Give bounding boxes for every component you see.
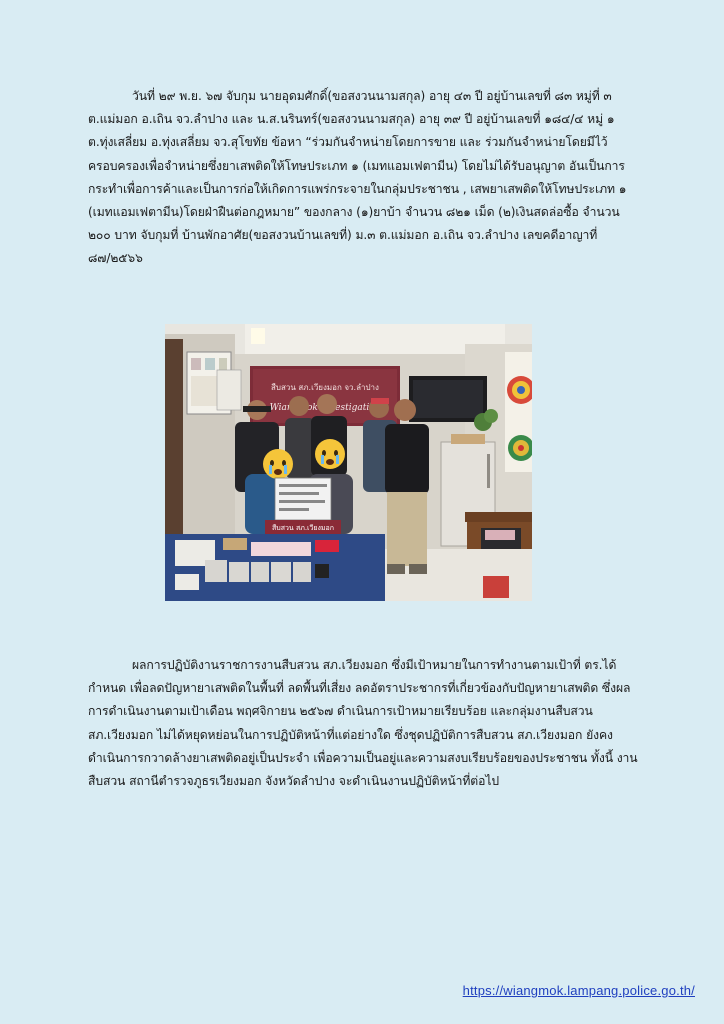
report-paragraph-arrest bbox=[88, 85, 640, 271]
paragraph-line: กระทำเพื่อการค้าและเป็นการก่อให้เกิดการแพร่กระจายในกลุ่มประชาชน , เสพยาเสพติดให้โทษประเภท ๑ bbox=[88, 181, 627, 196]
paragraph-line: สภ.เวียงมอก ไม่ได้หยุดหย่อนในการปฏิบัติหน้าที่แต่อย่างใด ซึ่งชุดปฏิบัติการสืบสวน สภ.เวียงมอก ยังคง bbox=[88, 727, 613, 742]
paragraph-line: ดำเนินการกวาดล้างยาเสพติดอยู่เป็นประจำ เพื่อความเป็นอยู่และความสงบเรียบร้อยของประชาชน ทั้งนี้ งาน bbox=[88, 750, 638, 765]
paragraph-line: (เมทแอมเฟตามีน)โดยฝ่าฝืนต่อกฎหมาย” ของกลาง (๑)ยาบ้า จำนวน ๘๒๑ เม็ด (๒)เงินสดล่อซื้อ จำนวน bbox=[88, 205, 620, 220]
paragraph-line: ต.แม่มอก อ.เถิน จว.ลำปาง และ น.ส.นรินทร์(ขอสงวนนามสกุล) อายุ ๓๙ ปี อยู่บ้านเลขที่ ๑๘๔/๔ หมู่ ๑ bbox=[88, 112, 615, 127]
paragraph-line: กำหนด เพื่อลดปัญหายาเสพติดในพื้นที่ ลดพื้นที่เสี่ยง ลดอัตราประชากรที่เกี่ยวข้องกับปัญหายาเสพติด ซึ่งผล bbox=[88, 681, 631, 696]
sign-text: สืบสวน สภ.เวียงมอก bbox=[272, 524, 334, 532]
paragraph-line: การดำเนินงานตามเป้าเดือน พฤศจิกายน ๒๕๖๗ ดำเนินการเป้าหมายเรียบร้อย และกลุ่มงานสืบสวน bbox=[88, 704, 593, 719]
banner-subtext: Investigation bbox=[320, 403, 381, 413]
arrest-photo bbox=[165, 324, 532, 601]
paragraph-line: ๒๐๐ บาท จับกุมที่ บ้านพักอาศัย(ขอสงวนบ้านเลขที่) ม.๓ ต.แม่มอก อ.เถิน จว.ลำปาง เลขคดีอาญาที่ bbox=[88, 228, 598, 243]
paragraph-line: ผลการปฏิบัติงานราชการงานสืบสวน สภ.เวียงมอก ซึ่งมีเป้าหมายในการทำงานตามเป้าที่ ตร.ได้ bbox=[132, 658, 617, 672]
banner-text: สืบสวน สภ.เวียงมอก จว.ลำปาง bbox=[271, 383, 379, 392]
paragraph-line: ต.ทุ่งเสลี่ยม อ.ทุ่งเสลี่ยม จว.สุโขทัย ข้อหา “ร่วมกันจำหน่ายโดยการขาย และ ร่วมกันจำหน่ายโดยมีไว้ bbox=[88, 135, 608, 150]
paragraph-line: ๘๗/๒๕๖๖ bbox=[88, 251, 143, 266]
person-figure bbox=[385, 399, 429, 574]
paragraph-line: วันที่ ๒๙ พ.ย. ๖๗ จับกุม นายอุดมศักดิ์(ขอสงวนนามสกุล) อายุ ๔๓ ปี อยู่บ้านเลขที่ ๘๓ หมู่ที่ ๓ bbox=[132, 89, 612, 103]
report-paragraph-results bbox=[88, 654, 640, 793]
website-link[interactable]: https://wiangmok.lampang.police.go.th/ bbox=[462, 983, 695, 998]
paragraph-line: สืบสวน สถานีตำรวจภูธรเวียงมอก จังหวัดลำปาง จะดำเนินงานปฏิบัติหน้าที่ต่อไป bbox=[88, 774, 499, 789]
paragraph-line: ครอบครองเพื่อจำหน่ายซึ่งยาเสพติดให้โทษประเภท ๑ (เมทแอมเฟตามีน) โดยไม่ได้รับอนุญาต อันเป็นการ bbox=[88, 158, 625, 173]
